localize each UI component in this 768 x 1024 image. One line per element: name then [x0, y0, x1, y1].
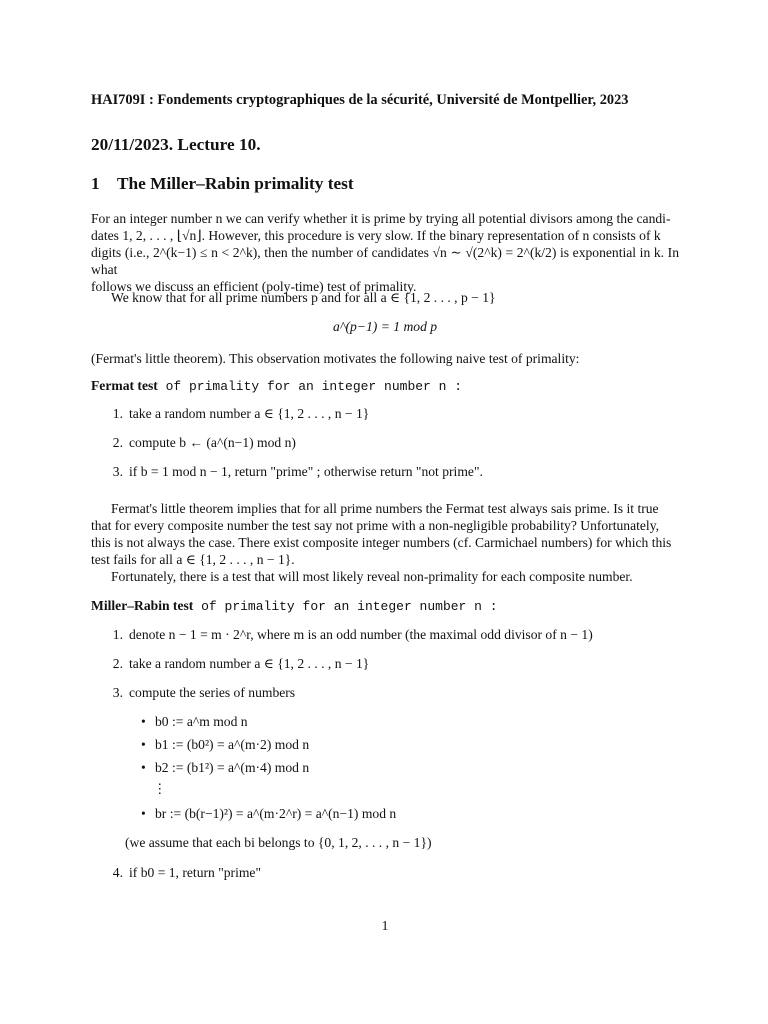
step-number: 4. — [112, 865, 123, 880]
intro-line-3: digits (i.e., 2^(k−1) ≤ n < 2^k), then the number of candidates √n ∼ √(2^k) = 2^(k/2) is exponential in k. In what — [91, 245, 679, 277]
intro-paragraph — [91, 210, 679, 295]
mr-test-heading — [91, 597, 679, 615]
bullet-icon: • — [141, 806, 146, 821]
step-number: 1. — [112, 627, 123, 642]
fermat-step-1 — [105, 405, 675, 422]
page-number: 1 — [381, 918, 389, 933]
mr-assumption: (we assume that each bi belongs to {0, 1, 2, . . . , n − 1}) — [125, 835, 432, 850]
discussion-line-4: test fails for all a ∈ {1, 2 . . . , n − 1}. — [91, 552, 295, 567]
section-number: 1 — [91, 174, 100, 193]
step-number: 3. — [112, 685, 123, 700]
mr-test-desc: of primality for an integer number n : — [193, 599, 498, 614]
series-item-1 — [141, 736, 309, 753]
step-text: denote n − 1 = m · 2^r, where m is an odd number (the maximal odd divisor of n − 1) — [129, 627, 593, 642]
series-text: b0 := a^m mod n — [155, 714, 248, 729]
discussion-line-3: this is not always the case. There exist composite integer numbers (cf. Carmichael numbers) for which this — [91, 535, 672, 550]
step-number: 3. — [112, 464, 123, 479]
step-text: compute the series of numbers — [129, 685, 296, 700]
step-number: 2. — [112, 656, 123, 671]
fermat-intro: We know that for all prime numbers p and for all a ∈ {1, 2 . . . , p − 1} — [111, 290, 496, 305]
discussion-paragraph — [91, 500, 679, 585]
course-header: HAI709I : Fondements cryptographiques de la sécurité, Université de Montpellier, 2023 — [91, 92, 629, 108]
series-item-2 — [141, 759, 309, 776]
mr-step-2 — [105, 655, 675, 672]
fermat-step-2 — [105, 434, 675, 451]
series-item-0 — [141, 713, 248, 730]
discussion-line-5: Fortunately, there is a test that will most likely reveal non-primality for each composite number. — [111, 569, 633, 584]
lecture-title: 20/11/2023. Lecture 10. — [91, 135, 261, 154]
mr-step-4 — [105, 864, 675, 881]
section-heading — [91, 175, 679, 192]
bullet-icon: • — [141, 714, 146, 729]
mr-test-label: Miller–Rabin test — [91, 598, 194, 613]
mr-step-1 — [105, 626, 675, 643]
discussion-line-1: Fermat's little theorem implies that for all prime numbers the Fermat test always sais prime. Is it true — [111, 501, 659, 516]
step-text: if b = 1 mod n − 1, return "prime" ; otherwise return "not prime". — [129, 464, 483, 479]
intro-line-2: dates 1, 2, . . . , ⌊√n⌋. However, this procedure is very slow. If the binary representation of n consists of k — [91, 228, 661, 243]
intro-line-1: For an integer number n we can verify whether it is prime by trying all potential divisors among the candi- — [91, 211, 671, 226]
fermat-step-3 — [105, 463, 675, 480]
bullet-icon: • — [141, 737, 146, 752]
fermat-equation: a^(p−1) = 1 mod p — [332, 319, 438, 334]
step-text: compute b ← (a^(n−1) mod n) — [129, 435, 296, 450]
series-text: b2 := (b1²) = a^(m·4) mod n — [155, 760, 310, 775]
fermat-test-heading — [91, 377, 679, 395]
discussion-line-2: that for every composite number the test say not prime with a non-negligible probability? Unfortunately, — [91, 518, 660, 533]
fermat-test-desc: of primality for an integer number n : — [157, 379, 463, 394]
step-text: take a random number a ∈ {1, 2 . . . , n − 1} — [129, 406, 370, 421]
mr-step-3 — [105, 684, 675, 701]
step-number: 2. — [112, 435, 123, 450]
series-ellipsis: ⋮ — [153, 781, 167, 796]
series-text: b1 := (b0²) = a^(m·2) mod n — [155, 737, 310, 752]
section-title: The Miller–Rabin primality test — [117, 174, 354, 193]
fermat-note: (Fermat's little theorem). This observation motivates the following naive test of primality: — [91, 351, 580, 366]
step-text: if b0 = 1, return "prime" — [129, 865, 262, 880]
fermat-test-label: Fermat test — [91, 378, 158, 393]
intro-line-4: follows we discuss an efficient (poly-time) test of primality. — [91, 279, 417, 294]
series-text: br := (b(r−1)²) = a^(m·2^r) = a^(n−1) mod n — [155, 806, 397, 821]
series-item-r — [141, 805, 396, 822]
step-number: 1. — [112, 406, 123, 421]
step-text: take a random number a ∈ {1, 2 . . . , n − 1} — [129, 656, 370, 671]
bullet-icon: • — [141, 760, 146, 775]
